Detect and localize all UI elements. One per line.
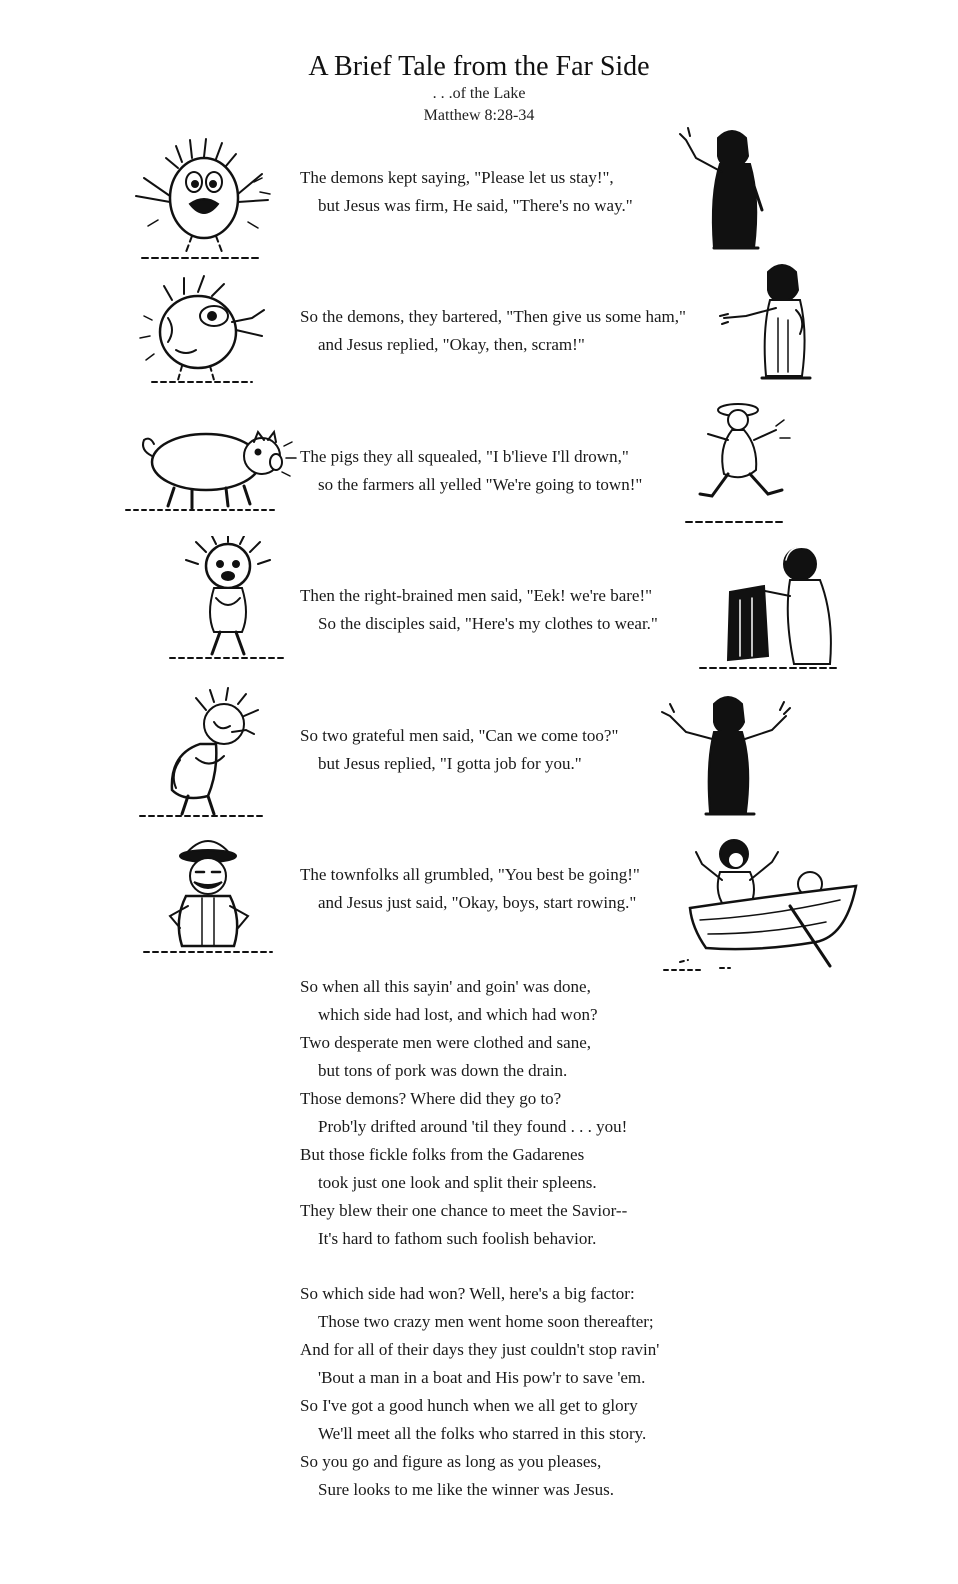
stanza-line: but Jesus replied, "I gotta job for you." — [318, 754, 582, 773]
stanza-line: and Jesus replied, "Okay, then, scram!" — [318, 335, 585, 354]
stanza-line: So the disciples said, "Here's my clothes to wear." — [318, 614, 658, 633]
poem-line: So you go and figure as long as you pleases, — [300, 1452, 602, 1471]
poem-line: but tons of pork was down the drain. — [318, 1061, 568, 1080]
stanza-2 — [300, 303, 730, 359]
disciple-offering-clothes-icon — [690, 540, 840, 674]
bargaining-demon-icon — [132, 270, 282, 390]
bare-man-icon — [166, 536, 292, 664]
stanza-line: The townfolks all grumbled, "You best be going!" — [300, 865, 640, 884]
stanza-line: but Jesus was firm, He said, "There's no way." — [318, 196, 633, 215]
jesus-gesturing-icon — [662, 124, 782, 256]
poem-line: And for all of their days they just couldn't stop ravin' — [300, 1340, 660, 1359]
jesus-in-boat-icon — [660, 824, 860, 976]
poem-line: which side had lost, and which had won? — [318, 1005, 598, 1024]
poem-line: took just one look and split their spleens. — [318, 1173, 597, 1192]
poem-part-1 — [300, 973, 740, 1253]
running-farmer-icon — [676, 396, 792, 528]
squealing-pig-icon — [122, 416, 298, 514]
stanza-line: The pigs they all squealed, "I b'lieve I'll drown," — [300, 447, 629, 466]
poem-line: Prob'ly drifted around 'til they found . . . you! — [318, 1117, 628, 1136]
page-subtitle: . . .of the Lake — [432, 85, 526, 102]
scripture-reference: Matthew 8:28-34 — [423, 107, 535, 124]
poem-line: 'Bout a man in a boat and His pow'r to save 'em. — [318, 1368, 646, 1387]
poem-line: They blew their one chance to meet the Savior-- — [300, 1201, 628, 1220]
poem-line: So I've got a good hunch when we all get to glory — [300, 1396, 638, 1415]
page-title: A Brief Tale from the Far Side — [308, 51, 650, 82]
poem-line: But those fickle folks from the Gadarenes — [300, 1145, 585, 1164]
poem-line: So when all this sayin' and goin' was done, — [300, 977, 591, 996]
stanza-line: and Jesus just said, "Okay, boys, start rowing." — [318, 893, 637, 912]
grumbling-townsman-icon — [140, 826, 276, 958]
grateful-man-icon — [136, 686, 272, 822]
stanza-4 — [300, 582, 730, 638]
poem-line: So which side had won? Well, here's a big factor: — [300, 1284, 635, 1303]
frantic-demon-icon — [122, 132, 282, 264]
poem-line: Sure looks to me like the winner was Jesus. — [318, 1480, 615, 1499]
poem-part-2 — [300, 1280, 740, 1504]
stanza-3 — [300, 443, 730, 499]
jesus-arms-open-icon — [656, 690, 792, 820]
jesus-pointing-icon — [718, 258, 834, 386]
poem-line: Two desperate men were clothed and sane, — [300, 1033, 591, 1052]
poem-line: It's hard to fathom such foolish behavior. — [318, 1229, 597, 1248]
stanza-line: so the farmers all yelled "We're going to town!" — [318, 475, 643, 494]
stanza-line: So two grateful men said, "Can we come too?" — [300, 726, 619, 745]
poem-line: We'll meet all the folks who starred in this story. — [318, 1424, 647, 1443]
poem-line: Those two crazy men went home soon thereafter; — [318, 1312, 654, 1331]
poem-line: Those demons? Where did they go to? — [300, 1089, 562, 1108]
stanza-line: The demons kept saying, "Please let us stay!", — [300, 168, 614, 187]
stanza-line: So the demons, they bartered, "Then give us some ham," — [300, 307, 686, 326]
stanza-line: Then the right-brained men said, "Eek! we're bare!" — [300, 586, 653, 605]
